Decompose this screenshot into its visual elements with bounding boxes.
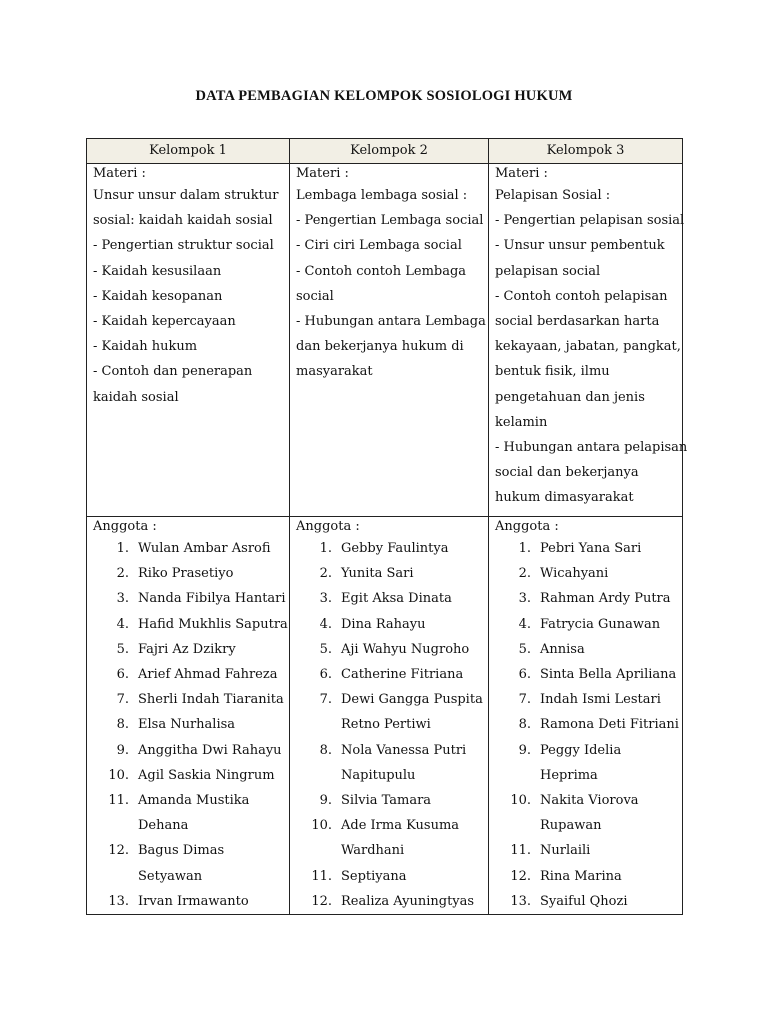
list-item [495, 712, 679, 737]
member-name-line: Ade Irma Kusuma [341, 818, 460, 834]
member-name-line: Dina Rahayu [341, 616, 426, 632]
materi-line: - Hubungan antara pelapisan [495, 440, 688, 456]
member-name-line: Nanda Fibilya Hantari [138, 591, 286, 607]
member-name-line: Hafid Mukhlis Saputra [138, 616, 288, 632]
anggota-cell-2 [290, 517, 489, 915]
list-item [495, 889, 676, 914]
list-item [93, 838, 283, 888]
materi-row [87, 164, 683, 517]
materi-cell-1 [87, 164, 290, 517]
member-number: 7. [319, 692, 332, 708]
list-item [495, 536, 676, 561]
list-item [296, 586, 482, 611]
member-name-line: Egit Aksa Dinata [341, 591, 452, 607]
member-number: 3. [319, 591, 332, 607]
member-name-line: Anggitha Dwi Rahayu [138, 742, 282, 758]
member-number: 3. [116, 591, 129, 607]
member-name-line: Dewi Gangga Puspita [341, 692, 483, 708]
materi-text [93, 183, 283, 410]
materi-line: social berdasarkan harta [495, 314, 660, 330]
member-name-line: Peggy Idelia [540, 742, 622, 758]
member-name [540, 637, 676, 662]
materi-line: - Pengertian Lembaga social [296, 213, 484, 229]
member-name [138, 687, 284, 712]
member-number: 9. [116, 742, 129, 758]
member-name [540, 889, 676, 914]
materi-line: hukum dimasyarakat [495, 490, 634, 506]
anggota-label: Anggota : [296, 519, 360, 534]
member-name-line: Syaiful Qhozi [540, 893, 628, 909]
member-number: 4. [116, 616, 129, 632]
member-name [540, 662, 676, 687]
member-name [341, 561, 482, 586]
member-name [341, 536, 482, 561]
materi-label: Materi : [296, 166, 349, 181]
member-name-line: Elsa Nurhalisa [138, 717, 236, 733]
member-number: 11. [311, 868, 332, 884]
materi-line: Lembaga lembaga sosial : [296, 188, 468, 203]
member-name [341, 687, 483, 737]
member-name [341, 889, 482, 914]
member-number: 1. [319, 541, 332, 556]
member-name-line: Nurlaili [540, 843, 591, 859]
member-name-line: Fajri Az Dzikry [138, 641, 236, 657]
member-number: 8. [116, 717, 129, 733]
list-item [296, 738, 482, 788]
materi-label: Materi : [93, 166, 146, 181]
materi-label: Materi : [495, 166, 548, 181]
materi-cell-3 [489, 164, 688, 517]
member-name-line: Nola Vanessa Putri [341, 742, 467, 758]
member-name [138, 889, 283, 914]
member-name-line: Pebri Yana Sari [540, 541, 642, 556]
member-name [138, 838, 283, 888]
member-number: 5. [116, 641, 129, 657]
materi-line: - Contoh contoh Lembaga [296, 263, 467, 279]
materi-line: kelamin [495, 414, 548, 430]
member-name [540, 838, 676, 863]
anggota-cell-3 [489, 517, 683, 915]
member-name-line: Bagus Dimas [138, 843, 225, 859]
member-number: 9. [518, 742, 531, 758]
member-name [341, 788, 482, 813]
materi-line: social dan bekerjanya [495, 465, 639, 481]
materi-line: - Pengertian struktur social [93, 238, 274, 254]
list-item [495, 637, 676, 662]
member-name-line: Heprima [540, 767, 598, 783]
member-name [138, 788, 283, 838]
member-number: 4. [518, 616, 531, 632]
member-number: 6. [116, 667, 129, 683]
member-number: 8. [319, 742, 332, 758]
list-item [495, 838, 676, 863]
materi-line: - Hubungan antara Lembaga [296, 314, 486, 330]
member-list [296, 536, 482, 914]
member-name-line: Nakita Viorova [540, 793, 639, 809]
materi-line: - Contoh contoh pelapisan [495, 288, 668, 304]
anggota-row [87, 517, 683, 915]
member-name-line: Sherli Indah Tiaranita [138, 692, 284, 708]
list-item [296, 788, 482, 813]
list-item [296, 536, 482, 561]
materi-line: social [296, 288, 334, 304]
anggota-label: Anggota : [495, 519, 559, 534]
member-name-line: Setyawan [138, 868, 203, 884]
materi-line: bentuk fisik, ilmu [495, 364, 610, 380]
member-name [341, 662, 482, 687]
list-item [495, 864, 676, 889]
group-header-3: Kelompok 3 [489, 139, 683, 164]
materi-line: - Kaidah kepercayaan [93, 314, 236, 330]
member-number: 12. [311, 893, 332, 909]
materi-line: - Kaidah kesopanan [93, 288, 223, 304]
list-item [93, 788, 283, 838]
member-name [138, 763, 283, 788]
member-name-line: Silvia Tamara [341, 793, 432, 809]
member-name-line: Ramona Deti Fitriani [540, 717, 679, 733]
member-name-line: Rahman Ardy Putra [540, 591, 671, 607]
member-name [540, 612, 676, 637]
materi-line: masyarakat [296, 364, 373, 380]
member-number: 10. [510, 793, 531, 809]
member-number: 1. [518, 541, 531, 556]
member-list [495, 536, 679, 914]
materi-line: - Ciri ciri Lembaga social [296, 238, 462, 254]
member-name-line: Indah Ismi Lestari [540, 692, 661, 708]
member-name [138, 561, 283, 586]
materi-line: kaidah sosial [93, 389, 179, 405]
list-item [93, 662, 283, 687]
member-name-line: Dehana [138, 818, 189, 834]
list-item [495, 612, 676, 637]
member-name-line: Wicahyani [540, 566, 609, 582]
member-number: 13. [510, 893, 531, 909]
materi-line: - Pengertian pelapisan sosial [495, 213, 685, 229]
list-item [93, 712, 283, 737]
materi-line: - Unsur unsur pembentuk [495, 238, 665, 254]
header-row [87, 139, 683, 164]
materi-line: Pelapisan Sosial : [495, 188, 611, 203]
member-name-line: Septiyana [341, 868, 407, 884]
member-number: 2. [518, 566, 531, 582]
member-number: 7. [116, 692, 129, 708]
member-name [540, 788, 676, 838]
list-item [93, 889, 283, 914]
member-name-line: Agil Saskia Ningrum [138, 767, 275, 783]
member-number: 12. [108, 843, 129, 859]
materi-line: pengetahuan dan jenis [495, 389, 645, 405]
member-name [341, 738, 482, 788]
member-number: 6. [518, 667, 531, 683]
list-item [93, 536, 283, 561]
member-name [341, 586, 482, 611]
member-name [540, 536, 676, 561]
list-item [93, 687, 283, 712]
materi-line: Unsur unsur dalam struktur [93, 188, 279, 203]
list-item [495, 738, 676, 788]
member-name [341, 637, 482, 662]
materi-text [296, 183, 486, 385]
list-item [495, 788, 676, 838]
document-title: DATA PEMBAGIAN KELOMPOK SOSIOLOGI HUKUM [195, 88, 573, 104]
member-name-line: Annisa [540, 641, 585, 657]
member-name-line: Gebby Faulintya [341, 541, 449, 556]
member-name [341, 612, 482, 637]
list-item [495, 586, 676, 611]
member-name [540, 586, 676, 611]
member-name-line: Irvan Irmawanto [138, 893, 249, 909]
member-number: 11. [108, 793, 129, 809]
list-item [296, 637, 482, 662]
member-name-line: Riko Prasetiyo [138, 566, 234, 582]
member-name-line: Rupawan [540, 818, 602, 834]
member-name [138, 712, 283, 737]
materi-line: sosial: kaidah kaidah sosial [93, 213, 273, 229]
materi-line: - Kaidah hukum [93, 339, 198, 355]
member-number: 9. [319, 793, 332, 809]
member-name-line: Aji Wahyu Nugroho [341, 641, 470, 657]
list-item [296, 561, 482, 586]
member-number: 6. [319, 667, 332, 683]
member-name-line: Catherine Fitriana [341, 667, 464, 683]
member-name-line: Yunita Sari [341, 566, 414, 582]
member-number: 2. [319, 566, 332, 582]
member-number: 11. [510, 843, 531, 859]
materi-line: dan bekerjanya hukum di [296, 339, 464, 355]
member-name [138, 586, 286, 611]
list-item [296, 813, 482, 863]
member-number: 1. [116, 541, 129, 556]
member-number: 2. [116, 566, 129, 582]
member-number: 12. [510, 868, 531, 884]
list-item [296, 612, 482, 637]
member-number: 7. [518, 692, 531, 708]
member-name-line: Retno Pertiwi [341, 717, 431, 733]
member-name-line: Sinta Bella Apriliana [540, 667, 677, 683]
list-item [296, 889, 482, 914]
anggota-label: Anggota : [93, 519, 157, 534]
member-name-line: Realiza Ayuningtyas [341, 893, 475, 909]
group-table [86, 138, 688, 915]
member-name [138, 536, 283, 561]
member-name [540, 561, 676, 586]
member-name-line: Fatrycia Gunawan [540, 616, 661, 632]
list-item [93, 586, 286, 611]
member-number: 10. [311, 818, 332, 834]
member-number: 4. [319, 616, 332, 632]
group-header-1: Kelompok 1 [87, 139, 290, 164]
list-item [93, 637, 283, 662]
member-name [341, 864, 482, 889]
member-name [138, 738, 283, 763]
list-item [93, 738, 283, 763]
member-list [93, 536, 288, 914]
member-name-line: Amanda Mustika [138, 793, 250, 809]
member-name-line: Wardhani [341, 843, 405, 859]
list-item [296, 687, 482, 737]
member-name [540, 712, 679, 737]
group-header-2: Kelompok 2 [290, 139, 489, 164]
member-number: 10. [108, 767, 129, 783]
member-number: 8. [518, 717, 531, 733]
materi-line: pelapisan social [495, 263, 601, 279]
materi-text [495, 183, 688, 511]
member-name [341, 813, 482, 863]
materi-line: - Kaidah kesusilaan [93, 263, 222, 279]
member-number: 3. [518, 591, 531, 607]
member-name [540, 738, 676, 788]
materi-line: - Contoh dan penerapan [93, 364, 253, 380]
member-name [138, 637, 283, 662]
member-name [138, 612, 288, 637]
member-name-line: Arief Ahmad Fahreza [138, 667, 278, 683]
materi-line: kekayaan, jabatan, pangkat, [495, 339, 681, 355]
list-item [495, 561, 676, 586]
list-item [296, 864, 482, 889]
list-item [93, 612, 288, 637]
member-name [540, 687, 676, 712]
member-number: 13. [108, 893, 129, 909]
materi-cell-2 [290, 164, 489, 517]
list-item [495, 687, 676, 712]
member-name-line: Wulan Ambar Asrofi [138, 541, 271, 556]
member-number: 5. [518, 641, 531, 657]
member-name [540, 864, 676, 889]
list-item [93, 763, 283, 788]
member-name-line: Rina Marina [540, 868, 622, 884]
list-item [296, 662, 482, 687]
member-number: 5. [319, 641, 332, 657]
list-item [93, 561, 283, 586]
anggota-cell-1 [87, 517, 290, 915]
member-name-line: Napitupulu [341, 767, 416, 783]
list-item [495, 662, 676, 687]
member-name [138, 662, 283, 687]
